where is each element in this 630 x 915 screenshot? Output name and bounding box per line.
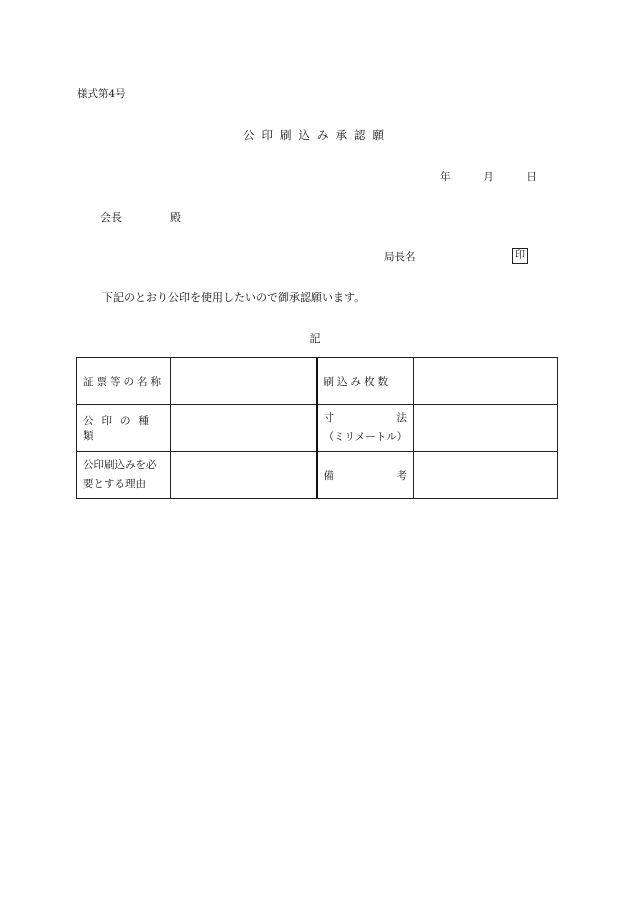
detail-table [76, 357, 558, 499]
addressee-honorific: 殿 [170, 211, 181, 224]
value-print-count[interactable] [414, 358, 558, 405]
addressee [100, 209, 181, 225]
dimensions-unit: （ミリメートル） [323, 431, 408, 443]
month-label: 月 [483, 171, 494, 183]
value-reason[interactable] [171, 452, 317, 499]
form-number: 様式第4号 [77, 88, 126, 100]
ki-heading: 記 [309, 332, 321, 345]
date-line [440, 169, 537, 184]
value-certificate-name[interactable] [171, 358, 317, 405]
sender-label: 局長名 [384, 251, 416, 263]
day-label: 日 [526, 171, 537, 183]
year-label: 年 [440, 171, 451, 183]
document-title: 公印刷込み承認願 [243, 128, 391, 142]
table-row [77, 405, 558, 452]
value-dimensions[interactable] [414, 405, 558, 452]
value-seal-type[interactable] [171, 405, 317, 452]
label-certificate-name: 証票等の名称 [77, 358, 171, 405]
seal-mark: 印 [512, 248, 528, 264]
table-row [77, 358, 558, 405]
table-row [77, 452, 558, 499]
body-text: 下記のとおり公印を使用したいので御承認願います。 [102, 291, 366, 304]
addressee-role: 会長 [100, 211, 122, 224]
label-reason: 公印刷込みを必 要とする理由 [77, 452, 171, 499]
label-seal-type: 公印の種類 [77, 405, 171, 452]
label-remarks: 備 考 [317, 452, 414, 499]
label-print-count: 刷込み枚数 [317, 358, 414, 405]
label-dimensions: 寸 法 （ミリメートル） [317, 405, 414, 452]
value-remarks[interactable] [414, 452, 558, 499]
